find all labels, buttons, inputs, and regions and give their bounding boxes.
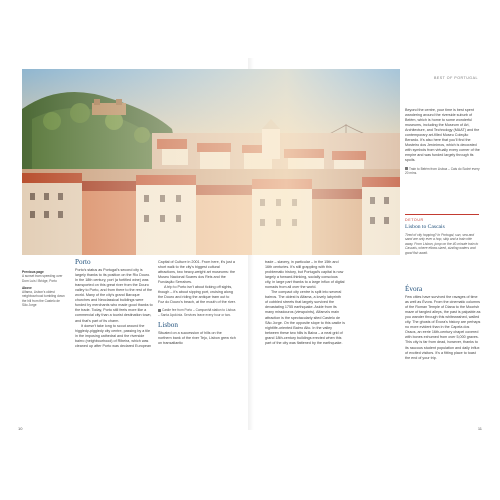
belem-transport-note [405, 167, 481, 175]
detour-rule [405, 214, 479, 215]
detour-title: Lisbon to Cascais [405, 223, 445, 230]
lisbon-paragraph-1: Situated on a succession of hills on the northern bank of the river Tejo, Lisbon grew rich on transatlantic [158, 330, 236, 345]
col3-paragraph-1: trade – slavery, in particular – in the 15th and 16th centuries. It's still grappling with this problematic history, but Portugal's capital is now largely a forward-thinking, socially conscious city, in large part thanks to a large influx of digital nomads from all over the world. [265, 260, 345, 290]
caption-above-text: Alfama, Lisbon's oldest neighbourhood tumbling down the hill from the Castelo de São Jorge [22, 290, 65, 308]
folio-left: 10 [18, 426, 23, 431]
train-icon [405, 167, 408, 169]
heading-evora: Évora [405, 285, 423, 293]
detour-label: DETOUR [405, 217, 424, 222]
train-icon [158, 309, 161, 311]
heading-lisbon: Lisbon [158, 320, 178, 329]
col4-paragraph-1: Beyond the centre, your time is best spent wandering around the riverside suburb of Belém, which is home to some wonderful museums, including the Museum of Art, Architecture, and Technology (MAAT) and the contemporary art-filled Museu Coleção Berardo. It's also here that you'll find the Mosteiro dos Jerónimos, which is decorated with symbols from virtually every corner of the empire and was funded largely through its spoils. [405, 108, 480, 163]
column-4-top [405, 108, 481, 175]
running-head: BEST OF PORTUGAL [433, 76, 478, 80]
column-2 [158, 260, 236, 346]
caption-previous-heading: Previous page [22, 270, 44, 274]
detour-box [405, 214, 479, 256]
column-evora [405, 287, 481, 361]
porto-paragraph-2: It doesn't take long to scout around the higgledy-piggledy city centre, passing by a tile in the imposing cathedral and the riverside bairro (neighbourhood) of Ribeira, which was cleaned up after Porto was declared European [75, 323, 152, 348]
column-3 [265, 260, 345, 346]
porto-transport-note [158, 308, 236, 316]
col2-paragraph-2: A trip to Porto isn't about ticking off sights, though – it's about sipping port, cruising along the Douro and riding the antique tram out to Foz do Douro's beach, at the mouth of the river. [158, 285, 236, 305]
heading-porto: Porto [75, 258, 91, 266]
col2-paragraph-1: Capital of Culture in 2001. From here, it's just a short walk to the city's biggest cultural attractions, two heavy-weight art museums: the Museu Nacional Soares dos Reis and the Fundação Serralves. [158, 260, 236, 285]
column-porto [75, 260, 153, 349]
photo-caption [22, 270, 66, 307]
porto-paragraph-1: Porto's status as Portugal's second city is largely thanks to its position on the Rio Douro. In the 18th century, port (a fortified wine) was transported on this great river from the Douro valley to Porto, and from there to the rest of the world. Many of the city's grand Baroque churches and Neoclassical buildings were funded by merchants who made good thanks to the trade. Today, Porto still feels more like a commercial city than a tourist destination town, and that's part of its charm. [75, 268, 153, 323]
lisbon-photo [22, 69, 400, 255]
detour-body: Tired of city hopping? In Portugal, sun, sea and sand are only ever a hop, skip and a train ride away. From Lisbon, jump on the 40-minute train to Cascais, where elbow-sized, sizzling waters and good fish await. [405, 232, 479, 255]
porto-transport-text: Castle fee from Porto – Campanhã station to Lisboa – Santa Apolónia. Services leave every hour or two. [158, 308, 236, 317]
col3-paragraph-2: The compact city centre is split into several bairros. The oldest is Alfama, a lovely labyrinth of cobbled streets that largely survived the devastating 1755 earthquake. Aside from its many miradouros (viewpoints), Alfama's main attraction is the spectacularly sited Castelo de São Jorge. On the opposite slope to this castle is nightlife-oriented Bairro Alto. In the valley between these two hills is Baixa – a neat grid of grand 18th-century buildings erected when this part of the city was flattened by the earthquake. [265, 290, 345, 345]
caption-previous-text: A sunset tram speeding over Dom Luís I Bridge, Porto [22, 274, 63, 283]
folio-right: 11 [477, 426, 482, 431]
caption-above-heading: Above [22, 285, 32, 290]
belem-transport-text: Train to Belém from Lisboa – Cais do Sodré every 20 mins. [405, 166, 480, 175]
evora-paragraph-1: Few cities have survived the ravages of time as well as Évora. From the cinematic columns of the Roman Temple of Diana to the Moorish maze of tangled alleys, the past is palpable as you wander through this whitewashed, walled city. The ghosts of Évora's history are perhaps no more evident than in the Capela dos Ossos, an eerie 16th-century chapel covered with bones exhumed from over 5,000 graves. This city is far from dead, however, thanks to its raucous student population and daily influx of excited visitors. It's a fitting place to toast the end of your trip. [405, 295, 481, 360]
